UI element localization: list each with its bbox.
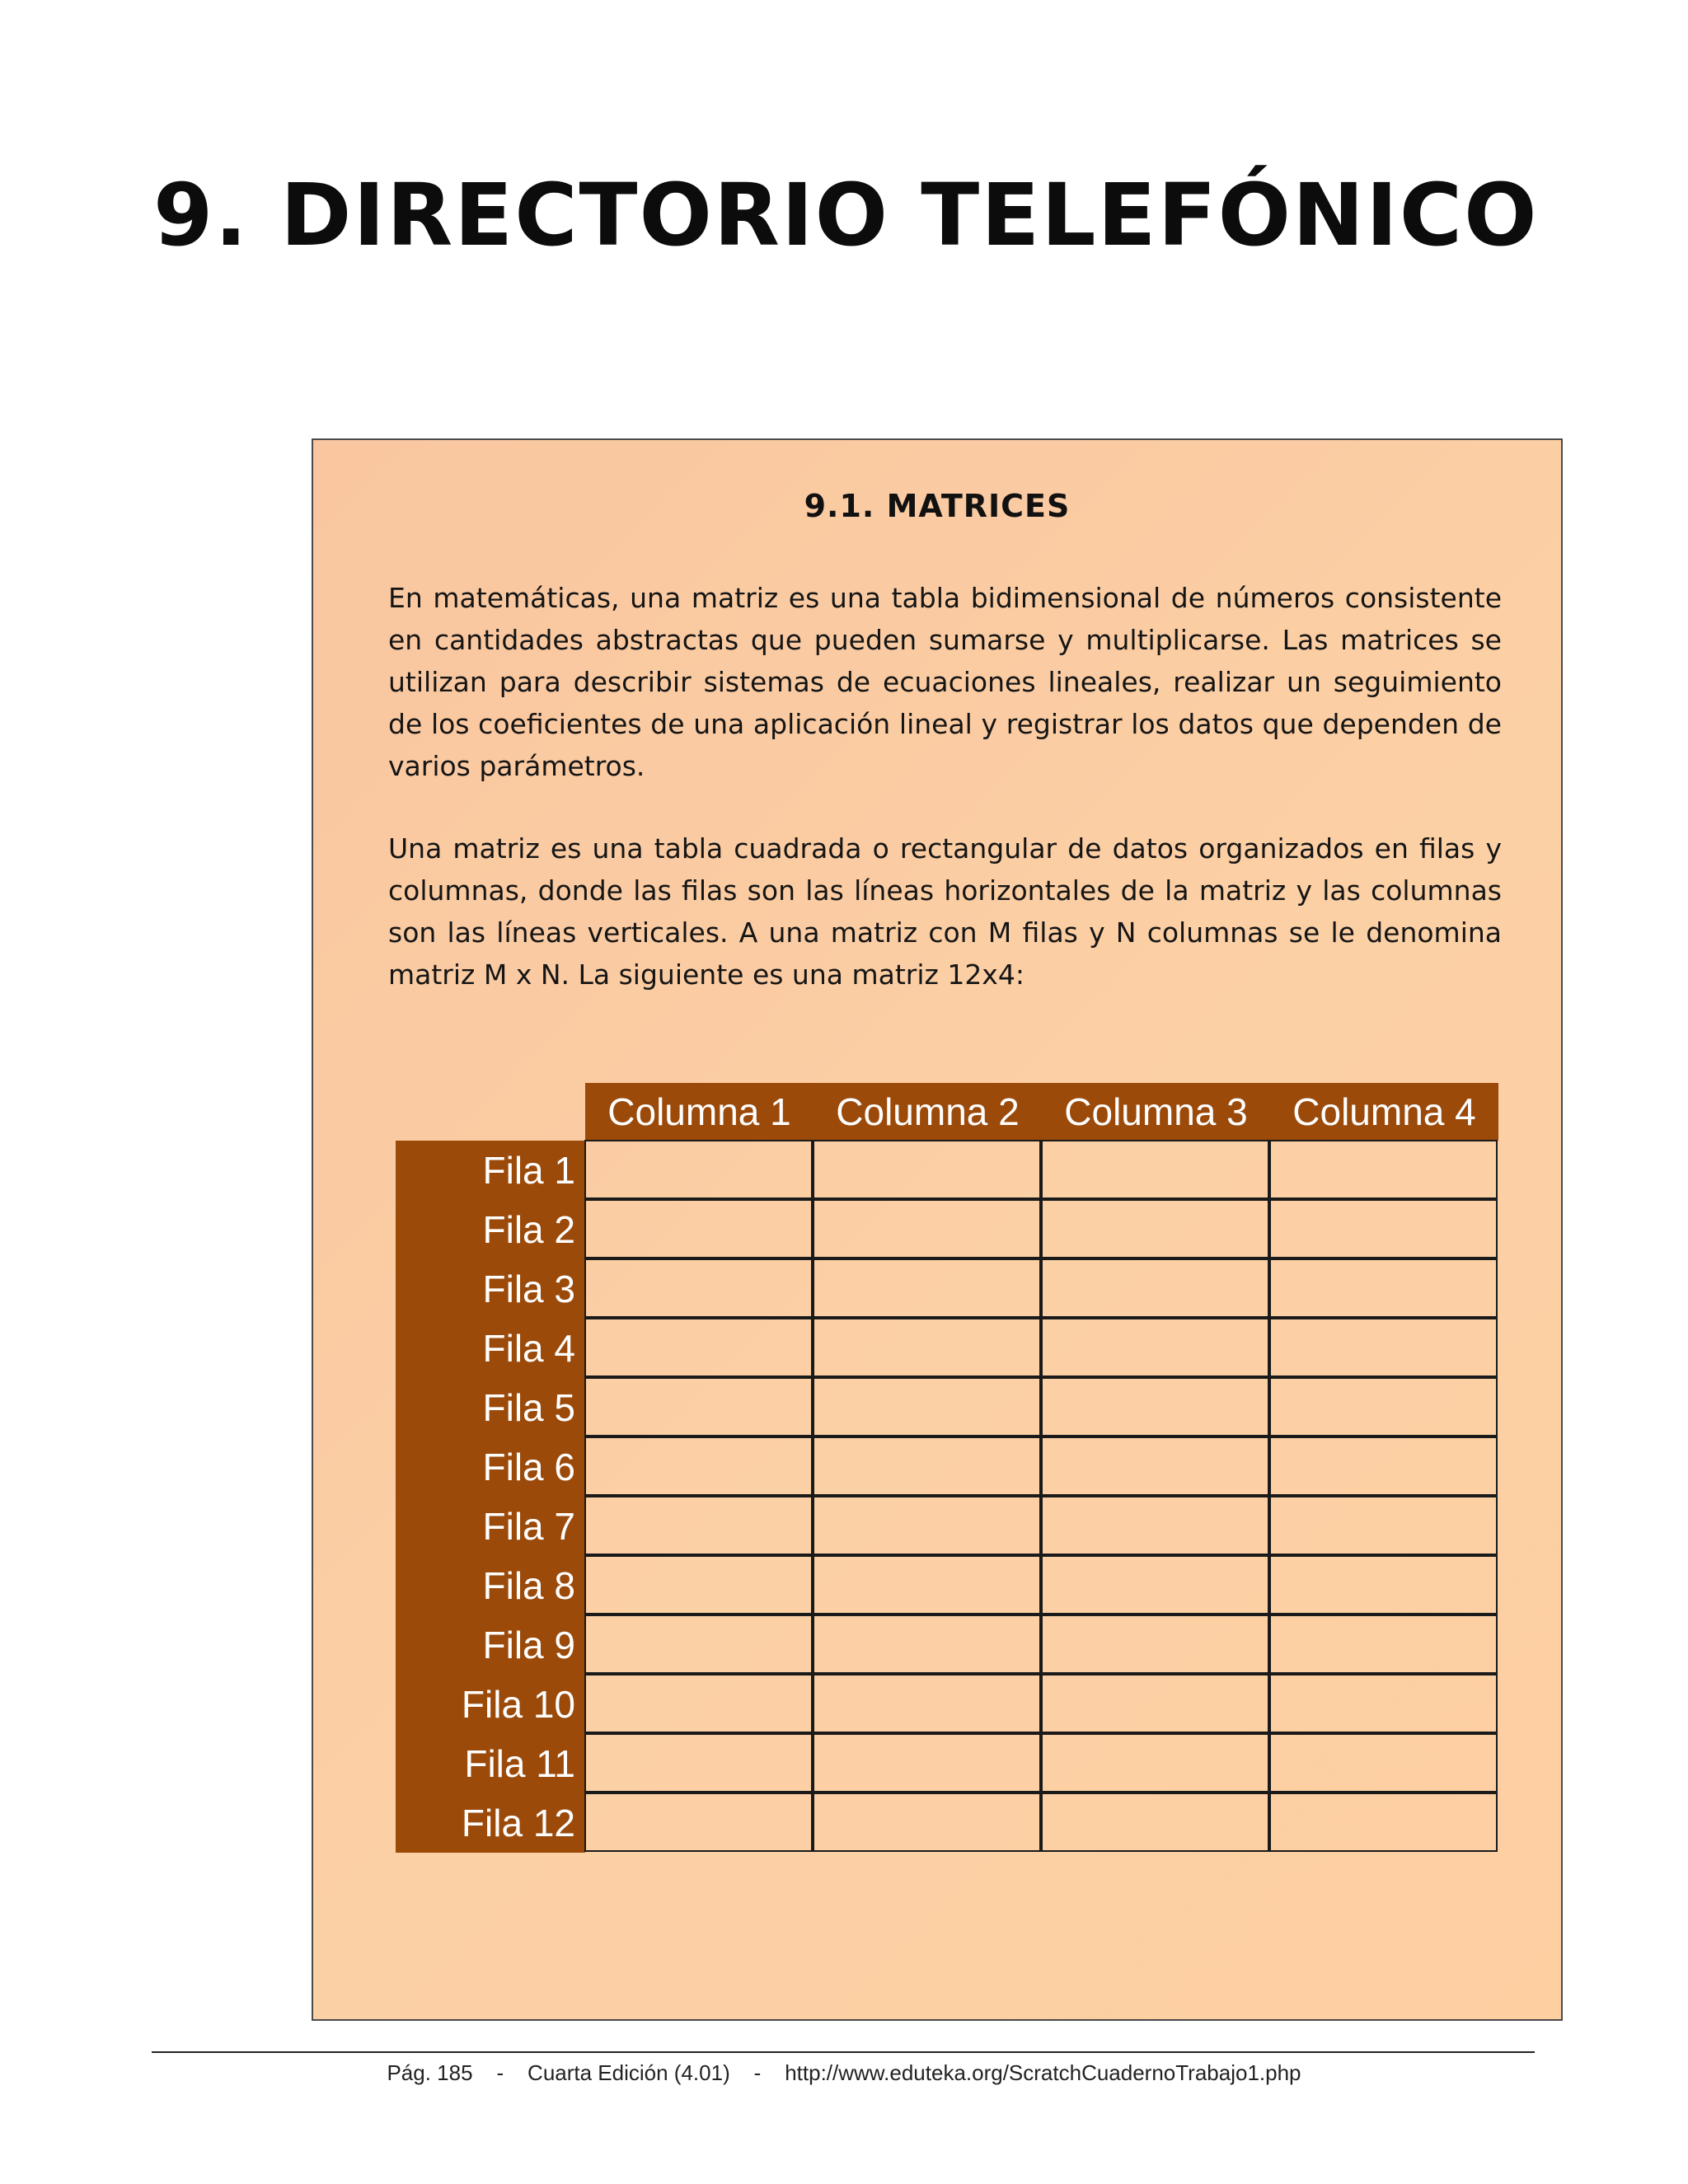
matrix-cell	[1041, 1496, 1269, 1555]
matrix-cell	[1269, 1793, 1498, 1852]
matrix-cell	[813, 1436, 1041, 1496]
row-header: Fila 12	[396, 1793, 585, 1853]
matrix-cell	[584, 1318, 813, 1377]
footer-edition: Cuarta Edición (4.01)	[528, 2060, 730, 2085]
matrix-cell	[1269, 1377, 1498, 1436]
paragraph-structure: Una matriz es una tabla cuadrada o rectangular de datos organizados en filas y columnas, donde las filas son las líneas horizontales de la matriz y las columnas son las líneas verticales. A una matriz con M filas y N columnas se le denomina matriz M x N. La siguiente es una matriz 12x4:	[388, 832, 1502, 991]
matrix-table	[396, 1083, 1498, 1858]
matrix-cell	[1041, 1793, 1269, 1852]
row-header: Fila 1	[396, 1141, 585, 1200]
matrix-cell	[584, 1496, 813, 1555]
row-header: Fila 2	[396, 1200, 585, 1259]
matrix-cell	[1269, 1496, 1498, 1555]
matrix-cell	[813, 1496, 1041, 1555]
footer-separator: -	[496, 2060, 504, 2085]
matrix-cell	[584, 1140, 813, 1199]
footer-url: http://www.eduteka.org/ScratchCuadernoTrabajo1.php	[785, 2060, 1301, 2085]
matrix-cell	[813, 1793, 1041, 1852]
matrix-cell	[813, 1615, 1041, 1674]
matrix-cell	[813, 1199, 1041, 1258]
matrix-cell	[1269, 1140, 1498, 1199]
matrix-cell	[813, 1733, 1041, 1793]
row-header: Fila 11	[396, 1734, 585, 1793]
matrix-cell	[813, 1674, 1041, 1733]
matrix-cell	[1041, 1436, 1269, 1496]
matrix-cell	[1269, 1674, 1498, 1733]
matrix-cell	[584, 1555, 813, 1615]
matrix-cell	[584, 1674, 813, 1733]
matrix-cell	[813, 1377, 1041, 1436]
matrix-cell	[1269, 1258, 1498, 1318]
column-header: Columna 4	[1270, 1083, 1498, 1141]
matrix-cell	[1269, 1318, 1498, 1377]
column-header: Columna 2	[814, 1083, 1042, 1141]
matrix-cell	[584, 1733, 813, 1793]
column-header: Columna 3	[1042, 1083, 1270, 1141]
matrix-cell	[1269, 1436, 1498, 1496]
footer-separator: -	[753, 2060, 762, 2085]
matrix-cell	[1041, 1199, 1269, 1258]
row-header: Fila 8	[396, 1556, 585, 1615]
matrix-cell	[584, 1258, 813, 1318]
footer-page-number: Pág. 185	[387, 2060, 473, 2085]
row-header: Fila 5	[396, 1378, 585, 1437]
matrix-cell	[584, 1377, 813, 1436]
row-header: Fila 6	[396, 1437, 585, 1497]
row-header: Fila 9	[396, 1615, 585, 1675]
row-header: Fila 4	[396, 1319, 585, 1378]
section-title: 9.1. MATRICES	[804, 488, 1071, 524]
matrix-cell	[1041, 1318, 1269, 1377]
column-header: Columna 1	[585, 1083, 814, 1141]
row-header: Fila 10	[396, 1675, 585, 1734]
matrix-cell	[584, 1199, 813, 1258]
page-footer	[0, 2060, 1688, 2086]
matrix-cell	[584, 1615, 813, 1674]
matrix-cell	[1041, 1140, 1269, 1199]
footer-divider	[152, 2051, 1535, 2053]
matrix-cell	[813, 1555, 1041, 1615]
matrix-cell	[1041, 1555, 1269, 1615]
matrix-cell	[1041, 1615, 1269, 1674]
row-header: Fila 3	[396, 1259, 585, 1319]
row-header: Fila 7	[396, 1497, 585, 1556]
matrix-cell	[813, 1140, 1041, 1199]
matrix-cell	[1041, 1674, 1269, 1733]
matrix-cell	[1269, 1615, 1498, 1674]
chapter-title: 9. DIRECTORIO TELEFÓNICO	[153, 165, 1539, 265]
matrix-cell	[1269, 1733, 1498, 1793]
matrix-cell	[1269, 1199, 1498, 1258]
matrix-cell	[813, 1258, 1041, 1318]
matrix-cell	[584, 1436, 813, 1496]
matrix-cell	[1041, 1377, 1269, 1436]
matrix-cell	[813, 1318, 1041, 1377]
matrix-cell	[1269, 1555, 1498, 1615]
matrix-cell	[1041, 1733, 1269, 1793]
matrices-info-box	[312, 438, 1563, 2021]
matrix-cell	[1041, 1258, 1269, 1318]
paragraph-definition: En matemáticas, una matriz es una tabla bidimensional de números consistente en cantidades abstractas que pueden sumarse y multiplicarse. Las matrices se utilizan para describir sistemas de ecuaciones lineales, realizar un seguimiento de los coeficientes de una aplicación lineal y registrar los datos que dependen de varios parámetros.	[388, 582, 1502, 782]
matrix-cell	[584, 1793, 813, 1852]
